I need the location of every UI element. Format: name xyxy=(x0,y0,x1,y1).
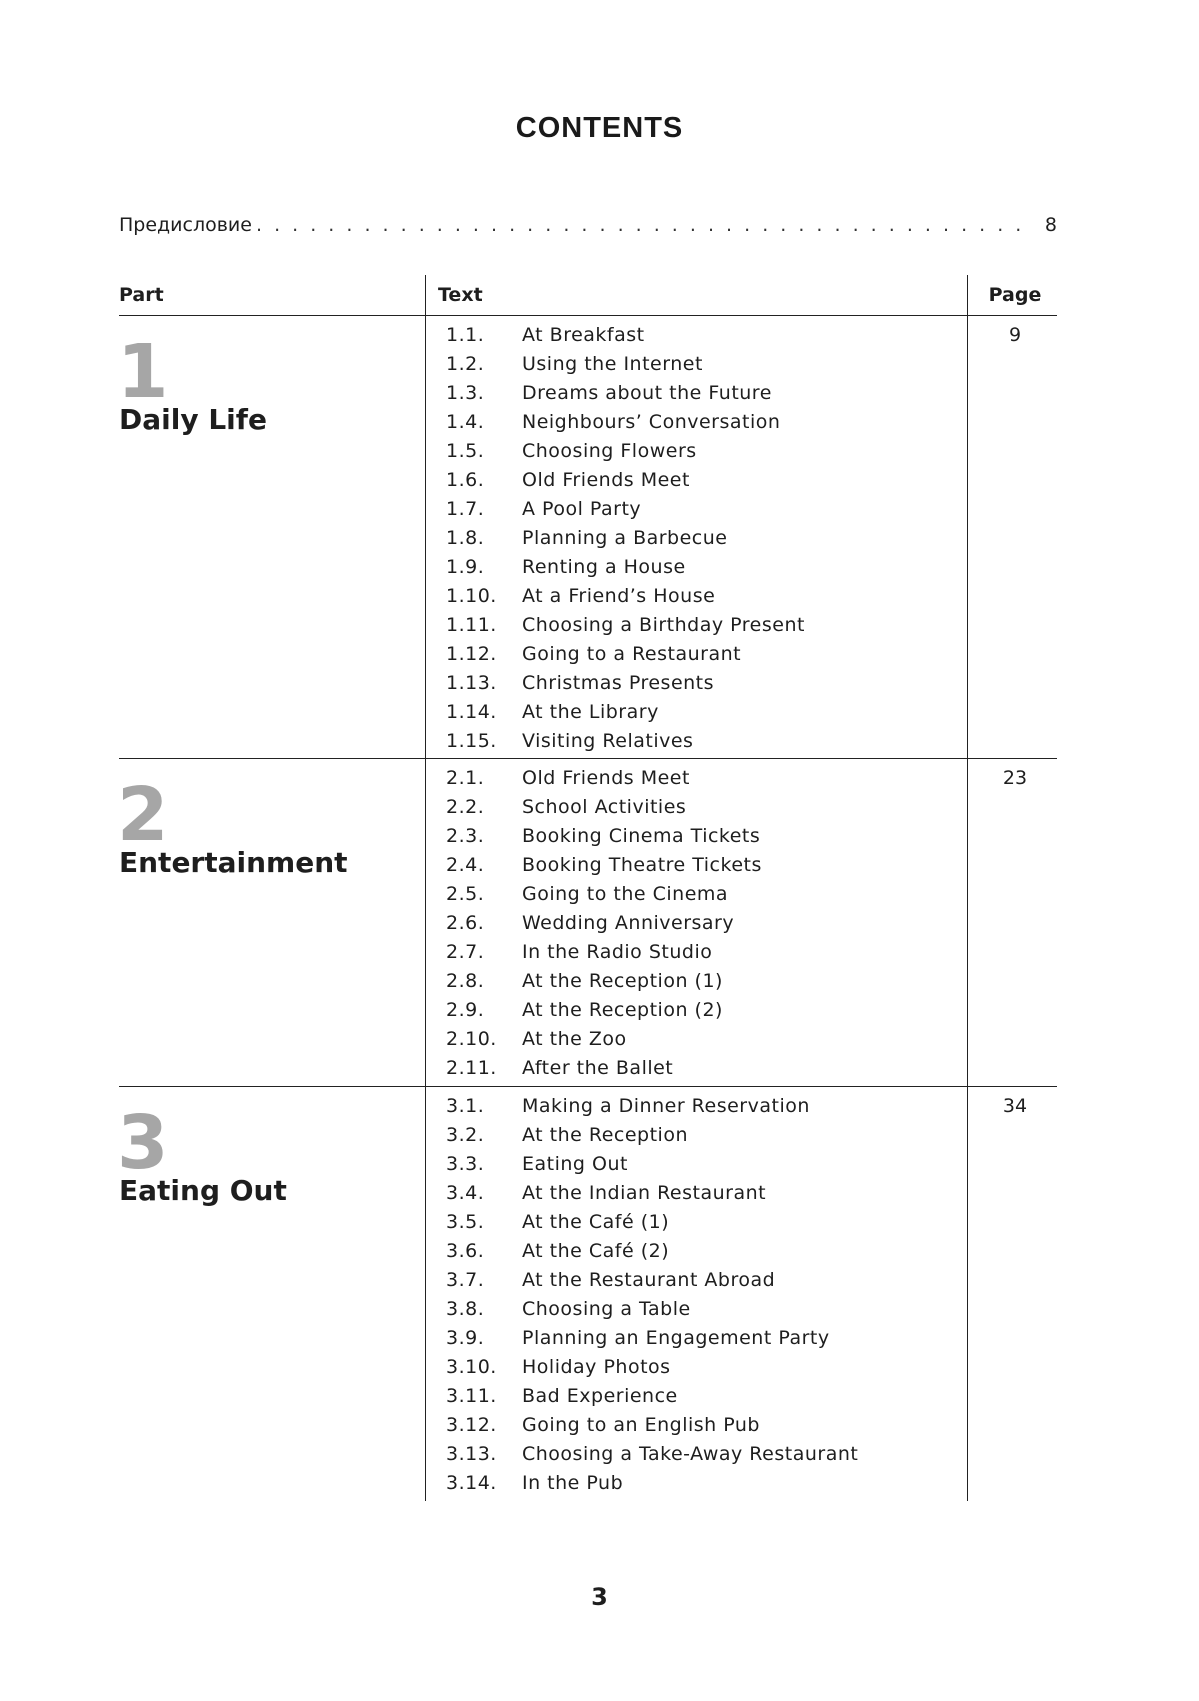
toc-entry[interactable] xyxy=(446,1266,966,1295)
section-entries xyxy=(446,1092,966,1498)
entry-title: At the Library xyxy=(522,701,659,723)
header-part: Part xyxy=(119,284,164,306)
section-page: 34 xyxy=(1002,1095,1028,1117)
toc-entry[interactable] xyxy=(446,1440,966,1469)
entry-number: 2.5. xyxy=(446,883,485,905)
entry-title: In the Radio Studio xyxy=(522,941,713,963)
toc-entry[interactable] xyxy=(446,1208,966,1237)
toc-entry[interactable] xyxy=(446,466,966,495)
toc-entry[interactable] xyxy=(446,321,966,350)
entry-number: 2.9. xyxy=(446,999,485,1021)
entry-number: 1.4. xyxy=(446,411,485,433)
preface-page: 8 xyxy=(1044,214,1057,236)
entry-number: 1.8. xyxy=(446,527,485,549)
entry-number: 2.11. xyxy=(446,1057,497,1079)
entry-title: Neighbours’ Conversation xyxy=(522,411,781,433)
entry-title: Going to a Restaurant xyxy=(522,643,742,665)
entry-number: 1.10. xyxy=(446,585,497,607)
entry-title: Wedding Anniversary xyxy=(522,912,735,934)
toc-entry[interactable] xyxy=(446,967,966,996)
entry-title: Eating Out xyxy=(522,1153,628,1175)
entry-title: Choosing a Table xyxy=(522,1298,691,1320)
entry-title: Going to an English Pub xyxy=(522,1414,760,1436)
entry-number: 2.4. xyxy=(446,854,485,876)
entry-title: At the Reception (1) xyxy=(522,970,723,992)
entry-number: 2.8. xyxy=(446,970,485,992)
entry-number: 1.14. xyxy=(446,701,497,723)
dot-leader xyxy=(256,214,1035,236)
toc-entry[interactable] xyxy=(446,1353,966,1382)
toc-entry[interactable] xyxy=(446,1179,966,1208)
toc-entry[interactable] xyxy=(446,379,966,408)
toc-entry[interactable] xyxy=(446,553,966,582)
entry-number: 1.5. xyxy=(446,440,485,462)
toc-entry[interactable] xyxy=(446,764,966,793)
entry-number: 2.10. xyxy=(446,1028,497,1050)
toc-entry[interactable] xyxy=(446,350,966,379)
entry-number: 1.1. xyxy=(446,324,485,346)
entry-title: Visiting Relatives xyxy=(522,730,694,752)
entry-title: At the Café (1) xyxy=(522,1211,670,1233)
entry-title: Old Friends Meet xyxy=(522,469,690,491)
toc-entry[interactable] xyxy=(446,698,966,727)
entry-number: 3.5. xyxy=(446,1211,485,1233)
entry-number: 2.3. xyxy=(446,825,485,847)
page-title: CONTENTS xyxy=(515,112,684,144)
section-title: Daily Life xyxy=(119,403,267,436)
entry-number: 2.2. xyxy=(446,796,485,818)
entry-title: At the Reception xyxy=(522,1124,689,1146)
toc-entry[interactable] xyxy=(446,1237,966,1266)
section-divider-1 xyxy=(119,758,1057,759)
entry-number: 1.6. xyxy=(446,469,485,491)
entry-number: 3.4. xyxy=(446,1182,485,1204)
entry-number: 3.8. xyxy=(446,1298,485,1320)
entry-number: 1.11. xyxy=(446,614,497,636)
section-page: 23 xyxy=(1002,767,1028,789)
toc-entry[interactable] xyxy=(446,727,966,756)
entry-title: After the Ballet xyxy=(522,1057,674,1079)
entry-title: At the Restaurant Abroad xyxy=(522,1269,776,1291)
entry-title: At the Café (2) xyxy=(522,1240,670,1262)
column-divider-left xyxy=(425,275,426,1501)
entry-title: Using the Internet xyxy=(522,353,703,375)
section-entries xyxy=(446,321,966,756)
toc-entry[interactable] xyxy=(446,1411,966,1440)
entry-title: Choosing a Birthday Present xyxy=(522,614,805,636)
toc-entry[interactable] xyxy=(446,793,966,822)
section-page: 9 xyxy=(1008,324,1022,346)
entry-title: At Breakfast xyxy=(522,324,645,346)
entry-title: Choosing Flowers xyxy=(522,440,697,462)
section-number: 1 xyxy=(117,329,169,415)
toc-entry[interactable] xyxy=(446,996,966,1025)
toc-entry[interactable] xyxy=(446,1382,966,1411)
toc-entry[interactable] xyxy=(446,1121,966,1150)
entry-number: 3.12. xyxy=(446,1414,497,1436)
entry-title: Bad Experience xyxy=(522,1385,678,1407)
toc-entry[interactable] xyxy=(446,822,966,851)
entry-number: 1.12. xyxy=(446,643,497,665)
footer-page-number: 3 xyxy=(591,1583,608,1611)
toc-entry[interactable] xyxy=(446,611,966,640)
toc-entry[interactable] xyxy=(446,582,966,611)
entry-number: 3.1. xyxy=(446,1095,485,1117)
entry-title: Planning a Barbecue xyxy=(522,527,728,549)
toc-entry[interactable] xyxy=(446,1469,966,1498)
preface-entry[interactable] xyxy=(119,214,1057,240)
entry-number: 2.7. xyxy=(446,941,485,963)
entry-title: At the Zoo xyxy=(522,1028,627,1050)
entry-title: At the Indian Restaurant xyxy=(522,1182,767,1204)
entry-number: 3.6. xyxy=(446,1240,485,1262)
toc-entry[interactable] xyxy=(446,1150,966,1179)
section-entries xyxy=(446,764,966,1083)
entry-number: 2.6. xyxy=(446,912,485,934)
entry-title: Booking Theatre Tickets xyxy=(522,854,762,876)
entry-number: 3.9. xyxy=(446,1327,485,1349)
entry-title: At the Reception (2) xyxy=(522,999,723,1021)
entry-title: Making a Dinner Reservation xyxy=(522,1095,810,1117)
toc-entry[interactable] xyxy=(446,938,966,967)
toc-entry[interactable] xyxy=(446,1295,966,1324)
entry-number: 1.9. xyxy=(446,556,485,578)
entry-number: 3.13. xyxy=(446,1443,497,1465)
toc-entry[interactable] xyxy=(446,669,966,698)
entry-number: 2.1. xyxy=(446,767,485,789)
toc-entry[interactable] xyxy=(446,1054,966,1083)
toc-entry[interactable] xyxy=(446,640,966,669)
entry-title: School Activities xyxy=(522,796,687,818)
entry-title: Renting a House xyxy=(522,556,686,578)
entry-title: At a Friend’s House xyxy=(522,585,716,607)
entry-number: 3.10. xyxy=(446,1356,497,1378)
entry-title: A Pool Party xyxy=(522,498,642,520)
toc-entry[interactable] xyxy=(446,1092,966,1121)
section-number: 3 xyxy=(117,1100,169,1186)
entry-title: Dreams about the Future xyxy=(522,382,772,404)
entry-number: 3.7. xyxy=(446,1269,485,1291)
section-number: 2 xyxy=(117,772,169,858)
toc-entry[interactable] xyxy=(446,909,966,938)
entry-number: 3.11. xyxy=(446,1385,497,1407)
entry-number: 3.2. xyxy=(446,1124,485,1146)
toc-entry[interactable] xyxy=(446,880,966,909)
preface-label: Предисловие xyxy=(119,214,252,236)
header-page: Page xyxy=(988,284,1042,306)
toc-entry[interactable] xyxy=(446,495,966,524)
toc-entry[interactable] xyxy=(446,1025,966,1054)
entry-title: Planning an Engagement Party xyxy=(522,1327,830,1349)
toc-entry[interactable] xyxy=(446,524,966,553)
entry-number: 1.13. xyxy=(446,672,497,694)
entry-title: Holiday Photos xyxy=(522,1356,671,1378)
entry-title: In the Pub xyxy=(522,1472,624,1494)
header-rule xyxy=(119,315,1057,316)
entry-number: 1.15. xyxy=(446,730,497,752)
entry-number: 3.14. xyxy=(446,1472,497,1494)
section-title: Eating Out xyxy=(119,1174,287,1207)
column-divider-right xyxy=(967,275,968,1501)
section-divider-2 xyxy=(119,1086,1057,1087)
entry-title: Christmas Presents xyxy=(522,672,715,694)
entry-number: 1.3. xyxy=(446,382,485,404)
entry-title: Going to the Cinema xyxy=(522,883,729,905)
entry-number: 1.7. xyxy=(446,498,485,520)
section-title: Entertainment xyxy=(119,846,348,879)
entry-number: 3.3. xyxy=(446,1153,485,1175)
toc-entry[interactable] xyxy=(446,851,966,880)
toc-entry[interactable] xyxy=(446,437,966,466)
header-text: Text xyxy=(438,284,483,306)
toc-entry[interactable] xyxy=(446,408,966,437)
entry-title: Booking Cinema Tickets xyxy=(522,825,761,847)
toc-entry[interactable] xyxy=(446,1324,966,1353)
entry-title: Choosing a Take-Away Restaurant xyxy=(522,1443,859,1465)
entry-title: Old Friends Meet xyxy=(522,767,690,789)
entry-number: 1.2. xyxy=(446,353,485,375)
